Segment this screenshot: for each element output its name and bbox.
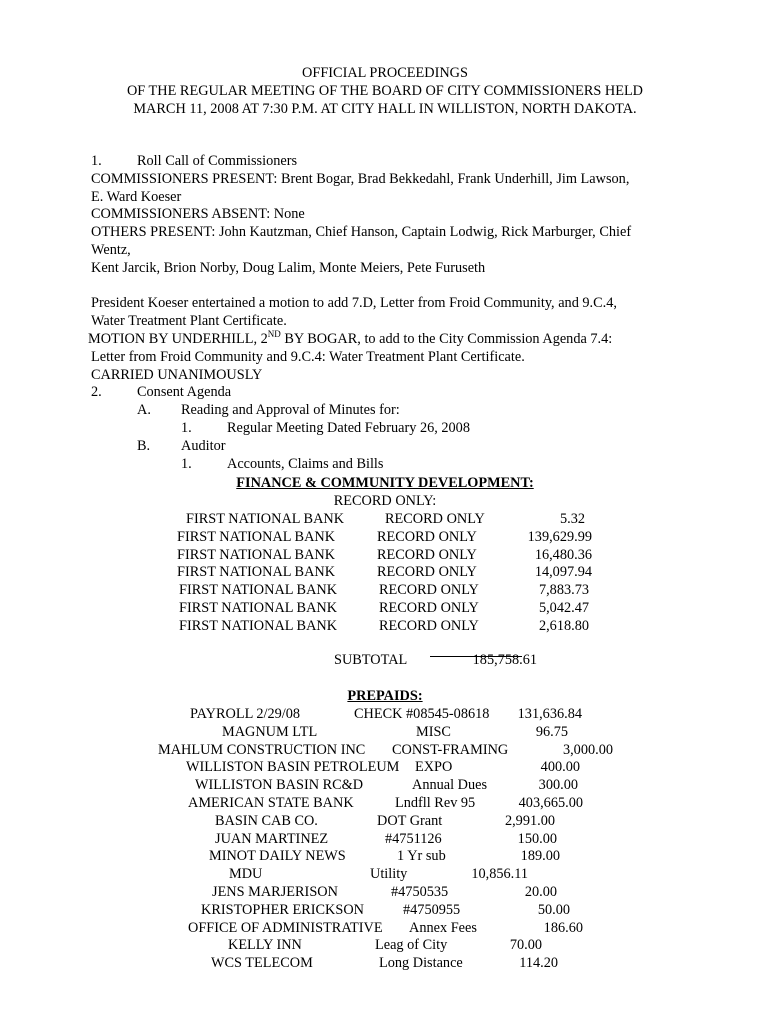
prepaid-row-payee: WILLISTON BASIN PETROLEUM	[186, 759, 400, 776]
finance-row-desc: RECORD ONLY	[377, 564, 477, 581]
prepaid-row-amount: 10,856.11	[471, 866, 528, 883]
prepaid-row-payee: MAHLUM CONSTRUCTION INC	[158, 741, 366, 758]
motion-mover: MOTION BY UNDERHILL, 2	[88, 330, 268, 347]
consent-title: Consent Agenda	[137, 384, 232, 401]
roll-call-number: 1.	[91, 153, 102, 169]
finance-row-payee: FIRST NATIONAL BANK	[177, 564, 336, 581]
consent-item-b-label: B.	[137, 437, 151, 454]
others-present-line-2: Wentz,	[91, 241, 131, 258]
motion-intro-line-2: Water Treatment Plant Certificate.	[91, 313, 287, 330]
finance-row-payee: FIRST NATIONAL BANK	[177, 546, 336, 563]
prepaid-row-payee: WCS TELECOM	[211, 955, 313, 972]
finance-row-amount: 5,042.47	[538, 600, 589, 616]
prepaid-row-payee: MDU	[229, 866, 263, 883]
document-heading	[0, 65, 770, 118]
consent-item-a-label: A.	[137, 402, 151, 419]
prepaid-row-payee: KELLY INN	[228, 937, 302, 954]
prepaid-row-payee: MINOT DAILY NEWS	[209, 848, 346, 865]
prepaid-row-desc: CHECK #08545-08618	[354, 706, 490, 722]
finance-row-desc: RECORD ONLY	[379, 600, 479, 616]
prepaid-row-desc: 1 Yr sub	[397, 848, 446, 865]
motion-line-1	[88, 331, 691, 349]
prepaid-row-payee: KRISTOPHER ERICKSON	[201, 901, 364, 918]
finance-row-amount: 14,097.94	[534, 564, 592, 581]
prepaid-row-amount: 186.60	[543, 919, 583, 936]
subtotal-amount: 185,758.61	[472, 652, 537, 668]
consent-item-a1	[91, 420, 691, 438]
prepaid-row-desc: Lndfll Rev 95	[395, 795, 476, 811]
consent-item-a1-label: 1.	[181, 419, 192, 436]
prepaid-row-amount: 189.00	[520, 848, 560, 865]
prepaid-row-desc: #4751126	[385, 830, 442, 847]
roll-call-heading	[91, 153, 691, 171]
prepaid-row-amount: 96.75	[535, 723, 568, 740]
finance-row-desc: RECORD ONLY	[377, 546, 477, 563]
prepaid-row-payee: AMERICAN STATE BANK	[188, 795, 354, 811]
prepaid-row-payee: JUAN MARTINEZ	[215, 830, 329, 847]
heading-line-1: OFFICIAL PROCEEDINGS	[302, 65, 468, 81]
finance-row-desc: RECORD ONLY	[379, 617, 479, 634]
consent-item-b1-label: 1.	[181, 455, 192, 472]
commissioners-present-line-1: COMMISSIONERS PRESENT: Brent Bogar, Brad Bekkedahl, Frank Underhill, Jim Lawson,	[91, 170, 630, 187]
consent-number: 2.	[91, 384, 102, 401]
others-present-line-3: Kent Jarcik, Brion Norby, Doug Lalim, Monte Meiers, Pete Furuseth	[91, 259, 486, 276]
prepaid-row-desc: Utility	[370, 866, 408, 883]
consent-item-a1-text: Regular Meeting Dated February 26, 2008	[227, 419, 470, 436]
motion-intro-line-1: President Koeser entertained a motion to add 7.D, Letter from Froid Community, and 9.C.4,	[91, 295, 617, 312]
prepaid-row-payee: OFFICE OF ADMINISTRATIVE	[188, 919, 383, 936]
finance-row-desc: RECORD ONLY	[379, 582, 479, 599]
motion-ordinal: ND	[267, 329, 281, 340]
prepaid-row-desc: #4750955	[403, 901, 461, 918]
motion-carried: CARRIED UNANIMOUSLY	[91, 366, 263, 383]
finance-row-amount: 7,883.73	[538, 582, 589, 599]
motion-line-2: Letter from Froid Community and 9.C.4: Water Treatment Plant Certificate.	[91, 348, 525, 365]
finance-row-payee: FIRST NATIONAL BANK	[186, 511, 345, 527]
prepaid-row-payee: BASIN CAB CO.	[215, 812, 318, 829]
commissioners-present-line-2: E. Ward Koeser	[91, 188, 182, 205]
prepaid-row-payee: PAYROLL 2/29/08	[190, 706, 301, 722]
prepaid-row-payee: WILLISTON BASIN RC&D	[195, 777, 364, 794]
prepaid-row-desc: EXPO	[415, 759, 453, 776]
finance-subtitle: RECORD ONLY:	[333, 493, 437, 509]
prepaid-row-amount: 400.00	[540, 759, 580, 776]
prepaid-row-desc: Annex Fees	[409, 919, 477, 936]
finance-row-desc: RECORD ONLY	[377, 528, 477, 545]
finance-row-payee: FIRST NATIONAL BANK	[179, 600, 338, 616]
consent-item-b	[91, 438, 691, 456]
commissioners-absent: COMMISSIONERS ABSENT: None	[91, 206, 305, 223]
consent-item-b-text: Auditor	[181, 437, 226, 454]
consent-item-b1	[91, 456, 691, 474]
prepaid-row-amount: 50.00	[537, 901, 570, 918]
prepaid-row-amount: 131,636.84	[517, 706, 582, 722]
consent-heading	[91, 384, 691, 402]
prepaid-row-desc: Long Distance	[379, 955, 463, 972]
finance-row-amount: 2,618.80	[538, 617, 589, 634]
prepaid-row-desc: Annual Dues	[412, 777, 488, 794]
heading-line-3: MARCH 11, 2008 AT 7:30 P.M. AT CITY HALL IN WILLISTON, NORTH DAKOTA.	[133, 100, 637, 117]
prepaid-row-amount: 403,665.00	[518, 795, 583, 811]
prepaid-row-desc: #4750535	[391, 884, 449, 900]
consent-item-a	[91, 402, 691, 420]
heading-line-2: OF THE REGULAR MEETING OF THE BOARD OF CITY COMMISSIONERS HELD	[126, 82, 644, 99]
prepaid-row-desc: DOT Grant	[377, 812, 443, 829]
finance-row-amount: 139,629.99	[527, 528, 592, 545]
finance-row-payee: FIRST NATIONAL BANK	[179, 582, 338, 599]
others-present-line-1: OTHERS PRESENT: John Kautzman, Chief Hanson, Captain Lodwig, Rick Marburger, Chief	[91, 224, 632, 241]
finance-row-amount: 16,480.36	[534, 546, 592, 563]
prepaid-row-amount: 114.20	[519, 955, 558, 972]
finance-row-payee: FIRST NATIONAL BANK	[177, 528, 336, 545]
finance-row-amount: 5.32	[559, 511, 585, 527]
finance-row-payee: FIRST NATIONAL BANK	[179, 617, 338, 634]
prepaid-row-amount: 150.00	[517, 830, 557, 847]
prepaid-row-amount: 70.00	[509, 937, 542, 954]
finance-title: FINANCE & COMMUNITY DEVELOPMENT:	[236, 475, 534, 491]
prepaid-row-payee: JENS MARJERISON	[212, 884, 338, 900]
prepaid-row-desc: CONST-FRAMING	[392, 741, 509, 758]
prepaids-title: PREPAIDS:	[347, 688, 423, 704]
prepaid-row-amount: 300.00	[538, 777, 578, 794]
document-body	[88, 153, 691, 473]
prepaid-row-amount: 3,000.00	[562, 741, 613, 758]
finance-row-desc: RECORD ONLY	[385, 511, 485, 527]
roll-call-title: Roll Call of Commissioners	[137, 153, 298, 169]
prepaid-row-amount: 20.00	[524, 884, 557, 900]
prepaid-row-desc: MISC	[416, 723, 451, 740]
prepaid-row-desc: Leag of City	[375, 937, 448, 954]
prepaid-row-payee: MAGNUM LTL	[222, 723, 318, 740]
subtotal-label: SUBTOTAL	[334, 652, 408, 668]
consent-item-b1-text: Accounts, Claims and Bills	[227, 455, 384, 472]
prepaid-row-amount: 2,991.00	[504, 812, 555, 829]
motion-text: BY BOGAR, to add to the City Commission Agenda 7.4:	[280, 330, 613, 347]
consent-item-a-text: Reading and Approval of Minutes for:	[181, 402, 400, 419]
